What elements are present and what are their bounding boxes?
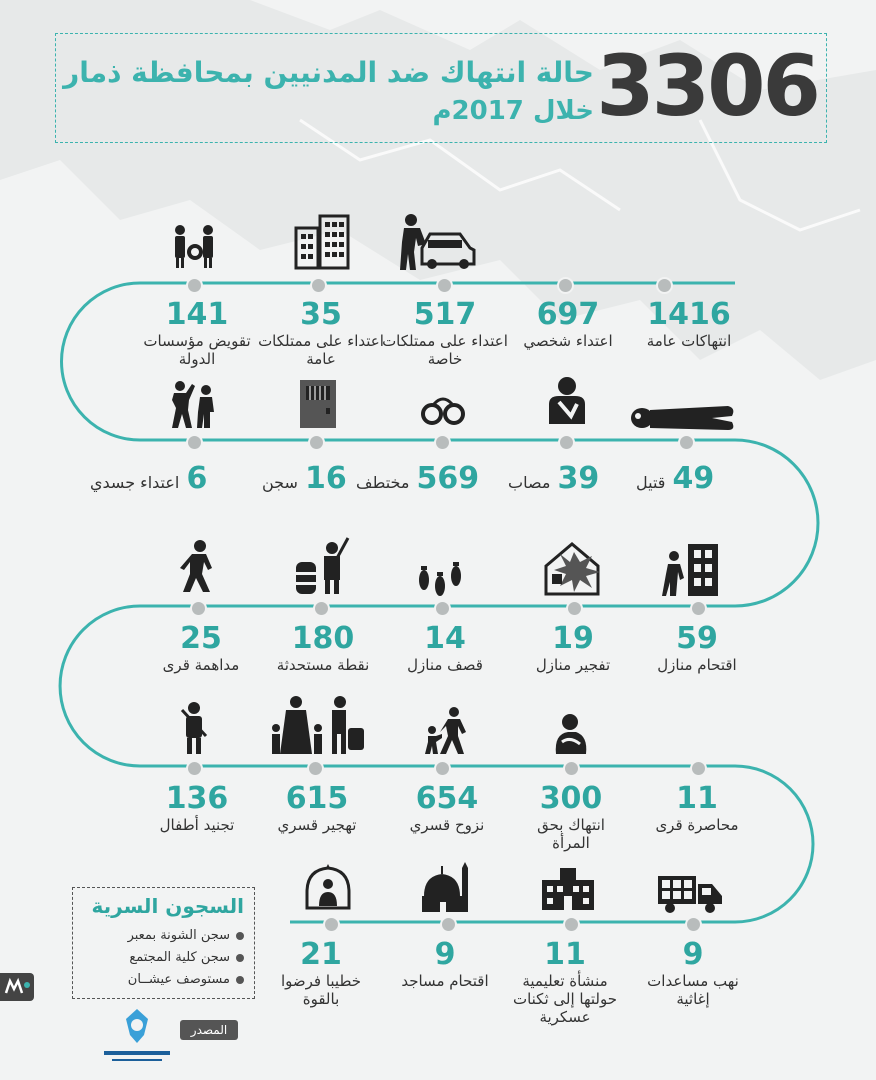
legend-item: مستوصف عيشــان: [128, 972, 244, 987]
path-dot: [656, 277, 673, 294]
path-dot: [440, 916, 457, 933]
stat-label: قتيل: [636, 473, 666, 492]
stat-personal-assault: [503, 298, 633, 350]
stat-physical-assault: [90, 462, 207, 496]
mp-logo: [0, 973, 34, 1001]
coins-bag-icon: [168, 222, 224, 270]
stat-label: نقطة مستحدثة: [276, 656, 370, 674]
building-icon: [294, 214, 352, 270]
path-dot: [685, 916, 702, 933]
mosque-preacher-icon: [303, 862, 353, 912]
path-dot: [436, 277, 453, 294]
stat-label: انتهاك بحق المرأة: [537, 816, 605, 852]
stat-label: سجن: [262, 473, 298, 492]
stat-number: 697: [536, 297, 600, 332]
path-dot: [690, 600, 707, 617]
stat-label: اقتحام مساجد: [401, 972, 489, 990]
stat-new-checkpoints: [258, 622, 388, 674]
path-dot: [434, 434, 451, 451]
path-dot: [566, 600, 583, 617]
path-dot: [434, 600, 451, 617]
stat-number: 615: [285, 781, 349, 816]
path-dot: [310, 277, 327, 294]
stat-label: خطيبا فرضوا بالقوة: [280, 972, 362, 1008]
path-dot: [563, 916, 580, 933]
stat-forced-displacement: [252, 782, 382, 834]
stat-number: 25: [180, 621, 222, 656]
stat-number: 16: [305, 461, 347, 496]
headline: حالة انتهاك ضد المدنيين بمحافظة ذمار: [63, 56, 594, 89]
bullet-icon: [236, 976, 244, 984]
stat-number: 654: [415, 781, 479, 816]
stat-number: 180: [291, 621, 355, 656]
mp-mark-icon: [0, 973, 34, 1001]
source-badge: المصدر: [180, 1020, 238, 1040]
path-dot: [558, 434, 575, 451]
raid-person-icon: [172, 538, 220, 594]
stat-village-sieges: [632, 782, 762, 834]
stat-label: تهجير قسري: [277, 816, 357, 834]
path-dot: [186, 434, 203, 451]
injured-person-icon: [545, 374, 589, 426]
car-thief-icon: [398, 212, 476, 272]
prison-door-icon: [296, 378, 340, 430]
stat-killed: [636, 462, 714, 496]
stat-label: منشأة تعليمية حولتها إلى ثكنات عسكرية: [512, 972, 618, 1026]
total-violations-number: 3306: [596, 37, 818, 135]
stat-women-violations: [506, 782, 636, 852]
stat-number: 14: [424, 621, 466, 656]
headline-year: خلال 2017م: [432, 96, 594, 126]
aid-truck-icon: [656, 870, 724, 914]
stat-village-raids: [136, 622, 266, 674]
stat-general-violations: [624, 298, 754, 350]
stat-house-bombing: [508, 622, 638, 674]
path-dot: [678, 434, 695, 451]
legend-item: سجن كلية المجتمع: [129, 950, 244, 965]
stat-label: اعتداء على ممتلكات خاصة: [382, 332, 508, 368]
path-dot: [186, 277, 203, 294]
organization-logo: [98, 1005, 176, 1071]
stat-number: 49: [672, 461, 715, 496]
stat-number: 517: [413, 297, 477, 332]
stat-label: انتهاكات عامة: [646, 332, 732, 350]
stat-number: 141: [165, 297, 229, 332]
stat-number: 136: [165, 781, 229, 816]
stat-label: اعتداء على ممتلكات عامة: [258, 332, 384, 368]
stat-number: 569: [416, 461, 480, 496]
stat-label: مختطف: [356, 473, 410, 492]
legend-title: السجون السرية: [91, 894, 244, 918]
bullet-icon: [236, 932, 244, 940]
forced-migration-icon: [420, 706, 474, 756]
stat-label: محاصرة قرى: [655, 816, 739, 834]
stat-number: 11: [544, 937, 586, 972]
stat-number: 9: [434, 937, 456, 972]
header-box: [55, 33, 827, 143]
stat-number: 59: [676, 621, 718, 656]
stat-label: اعتداء شخصي: [523, 332, 613, 350]
bullet-icon: [236, 954, 244, 962]
sad-woman-icon: [552, 712, 590, 756]
path-dot: [434, 760, 451, 777]
stat-aid-looting: [628, 938, 758, 1008]
stat-label: اعتداء جسدي: [90, 473, 180, 492]
displaced-family-icon: [268, 694, 368, 756]
path-dot: [190, 600, 207, 617]
secret-prisons-legend: [72, 887, 255, 999]
stat-number: 300: [539, 781, 603, 816]
stat-label: مصاب: [508, 473, 551, 492]
checkpoint-icon: [292, 534, 350, 596]
stat-number: 35: [300, 297, 342, 332]
path-dot: [557, 277, 574, 294]
house-storm-icon: [662, 542, 720, 598]
stat-private-property: [380, 298, 510, 368]
path-dot: [313, 600, 330, 617]
stat-imposed-preachers: [256, 938, 386, 1008]
stat-label: نهب مساعدات إغاثية: [647, 972, 739, 1008]
path-dot: [323, 916, 340, 933]
stat-number: 11: [676, 781, 718, 816]
stat-child-recruitment: [132, 782, 262, 834]
stat-schools-barracks: [500, 938, 630, 1026]
path-dot: [563, 760, 580, 777]
stat-label: تفجير منازل: [535, 656, 611, 674]
stat-number: 1416: [647, 297, 731, 332]
stat-number: 39: [557, 461, 600, 496]
stat-label: تقويض مؤسسات الدولة: [143, 332, 251, 368]
stat-number: 9: [682, 937, 704, 972]
assault-icon: [166, 378, 222, 430]
handcuffs-icon: [420, 392, 466, 428]
stat-label: مداهمة قرى: [162, 656, 240, 674]
stat-label: نزوح قسري: [409, 816, 485, 834]
stat-injured: [508, 462, 599, 496]
path-dot: [307, 760, 324, 777]
stat-forced-migration: [382, 782, 512, 834]
stat-label: قصف منازل: [407, 656, 483, 674]
stat-label: اقتحام منازل: [657, 656, 737, 674]
stat-mosque-storming: [380, 938, 510, 990]
path-dot: [690, 760, 707, 777]
child-soldier-icon: [176, 700, 212, 756]
mosque-icon: [418, 862, 474, 914]
stat-number: 6: [186, 461, 208, 496]
legend-item: سجن الشونة بمعبر: [128, 928, 244, 943]
killed-body-icon: [628, 400, 738, 436]
stat-abducted: [356, 462, 479, 496]
stat-prison: [262, 462, 347, 496]
stat-label: تجنيد أطفال: [159, 816, 235, 834]
stat-state-institutions: [132, 298, 262, 368]
stat-house-storming: [632, 622, 762, 674]
stat-number: 19: [552, 621, 594, 656]
stat-public-property: [256, 298, 386, 368]
path-dot: [186, 760, 203, 777]
school-icon: [540, 866, 596, 912]
path-dot: [308, 434, 325, 451]
bombs-icon: [414, 560, 464, 600]
stat-number: 21: [300, 937, 342, 972]
house-explosion-icon: [540, 540, 606, 596]
stat-house-shelling: [380, 622, 510, 674]
